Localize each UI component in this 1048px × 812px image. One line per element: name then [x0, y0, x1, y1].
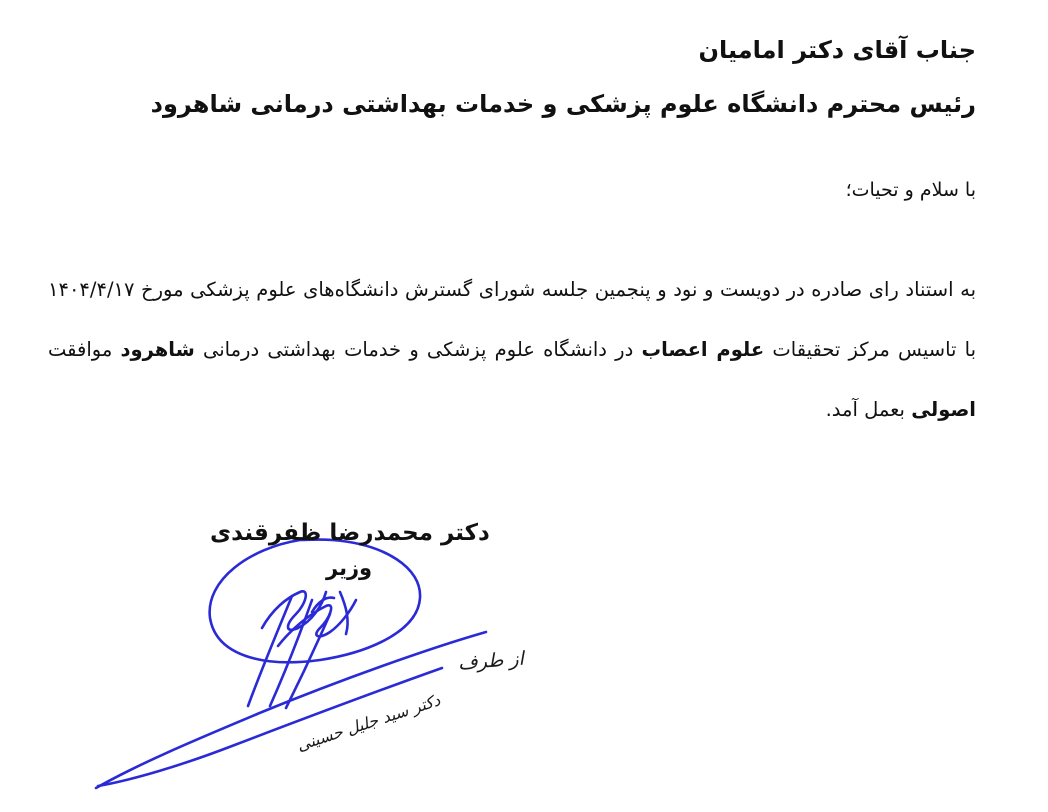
body-bold-city: شاهرود [120, 338, 195, 361]
body-bold-principle: اصولی [911, 398, 976, 421]
recipient-name: جناب آقای دکتر امامیان [698, 36, 976, 64]
body-text-segment: به استناد رای صادره در دویست و نود و پنجمین جلسه شورای گسترش دانشگاه‌های علوم پزشکی مورخ ۱۴۰۴/۴/۱۷ با تاسیس مرکز تحقیقات [48, 278, 977, 361]
on-behalf-label: از طرف [457, 647, 525, 675]
signer-name: دکتر محمدرضا ظفرقندی [210, 520, 490, 546]
body-text-segment: بعمل آمد. [825, 398, 912, 421]
body-bold-field: علوم اعصاب [641, 338, 765, 361]
body-text-segment: موافقت [48, 338, 121, 361]
on-behalf-name: دکتر سید جلیل حسینی [294, 690, 443, 755]
recipient-title: رئیس محترم دانشگاه علوم پزشکی و خدمات بهداشتی درمانی شاهرود [150, 90, 976, 118]
greeting: با سلام و تحیات؛ [845, 179, 976, 201]
letter-body [48, 260, 976, 440]
body-text-segment: در دانشگاه علوم پزشکی و خدمات بهداشتی درمانی [194, 338, 642, 361]
signer-title: وزیر [326, 556, 373, 580]
